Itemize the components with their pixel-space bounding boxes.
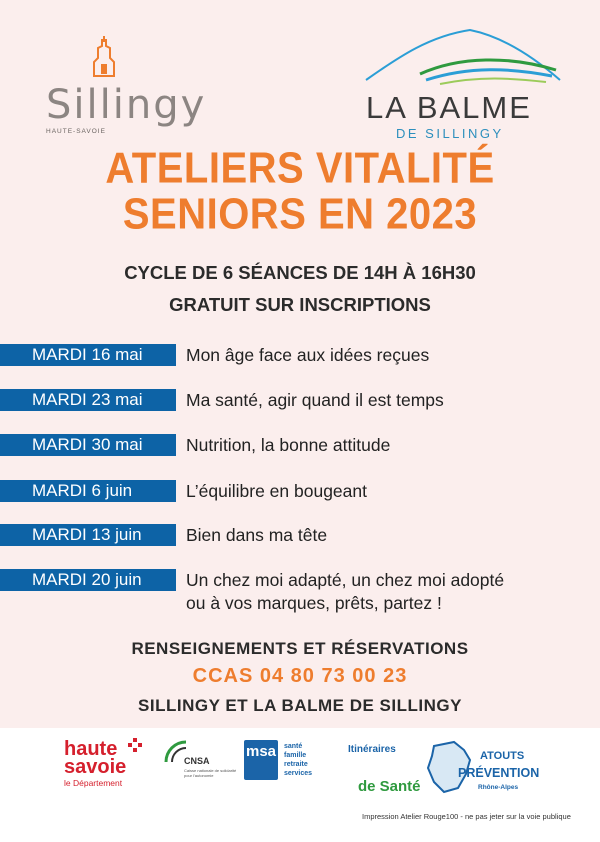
session-row (0, 569, 600, 617)
session-date: MARDI 30 mai (0, 434, 176, 456)
haute-savoie-logo-line-3: le Département (64, 778, 123, 788)
session-date: MARDI 13 juin (0, 524, 176, 546)
session-topic: Un chez moi adapté, un chez moi adopté (186, 570, 505, 590)
session-topic: Nutrition, la bonne attitude (186, 435, 391, 455)
cnsa-subtitle: Caisse nationale de solidarité pour l'autonomie (184, 768, 237, 778)
subtitle-schedule: CYCLE DE 6 SÉANCES DE 14H À 16H30 (124, 262, 476, 283)
session-date: MARDI 23 mai (0, 389, 176, 411)
red-cross-squares-icon (128, 738, 142, 752)
msa-line: santé (284, 743, 303, 750)
session-topic: Mon âge face aux idées reçues (186, 345, 430, 365)
session-date: MARDI 20 juin (0, 569, 176, 591)
session-row (0, 480, 600, 506)
la-balme-wordmark: LA BALME (366, 90, 532, 125)
subtitle-free: GRATUIT SUR INSCRIPTIONS (169, 294, 431, 315)
atouts-prevention-logo-2: PRÉVENTION (458, 766, 540, 780)
session-date: MARDI 6 juin (0, 480, 176, 502)
info-heading: RENSEIGNEMENTS ET RÉSERVATIONS (131, 639, 469, 658)
msa-line: retraite (284, 761, 308, 768)
session-date: MARDI 16 mai (0, 344, 176, 366)
main-title-line-1: ATELIERS VITALITÉ (105, 143, 495, 193)
la-balme-logo (360, 26, 580, 144)
session-row (0, 389, 600, 415)
itineraires-sante-logo: Itinéraires (348, 744, 396, 755)
msa-line: services (284, 770, 313, 777)
session-row (0, 434, 600, 460)
atouts-prevention-logo: ATOUTS (480, 750, 525, 762)
msa-services (284, 742, 312, 778)
session-topic: Ma santé, agir quand il est temps (186, 390, 444, 410)
la-balme-sub: DE SILLINGY (396, 126, 504, 141)
session-row (0, 524, 600, 550)
print-credit: Impression Atelier Rouge100 - ne pas jeter sur la voie publique (362, 812, 571, 821)
haute-savoie-logo-line-1: haute (64, 738, 118, 760)
itineraires-sante-logo-2: de Santé (358, 778, 421, 795)
info-place: SILLINGY ET LA BALME DE SILLINGY (138, 696, 462, 715)
info-phone: CCAS 04 80 73 00 23 (192, 665, 408, 687)
sillingy-wordmark: Sillingy (46, 82, 207, 128)
mountain-icon (360, 26, 580, 96)
session-topic: Bien dans ma tête (186, 525, 328, 545)
msa-line: famille (284, 752, 307, 759)
partners-bar (0, 728, 600, 842)
msa-logo-text: msa (245, 743, 277, 760)
sillingy-sub: HAUTE-SAVOIE (46, 128, 106, 135)
session-topic-continued: ou à vos marques, prêts, partez ! (186, 593, 442, 613)
main-title-line-2: SENIORS EN 2023 (122, 189, 478, 239)
session-row (0, 344, 600, 370)
cnsa-logo: CNSA (184, 756, 210, 766)
session-topic: L’équilibre en bougeant (186, 481, 367, 501)
sillingy-logo (40, 36, 240, 136)
atouts-prevention-region: Rhône-Alpes (478, 784, 519, 791)
haute-savoie-logo-line-2: savoie (64, 756, 127, 778)
